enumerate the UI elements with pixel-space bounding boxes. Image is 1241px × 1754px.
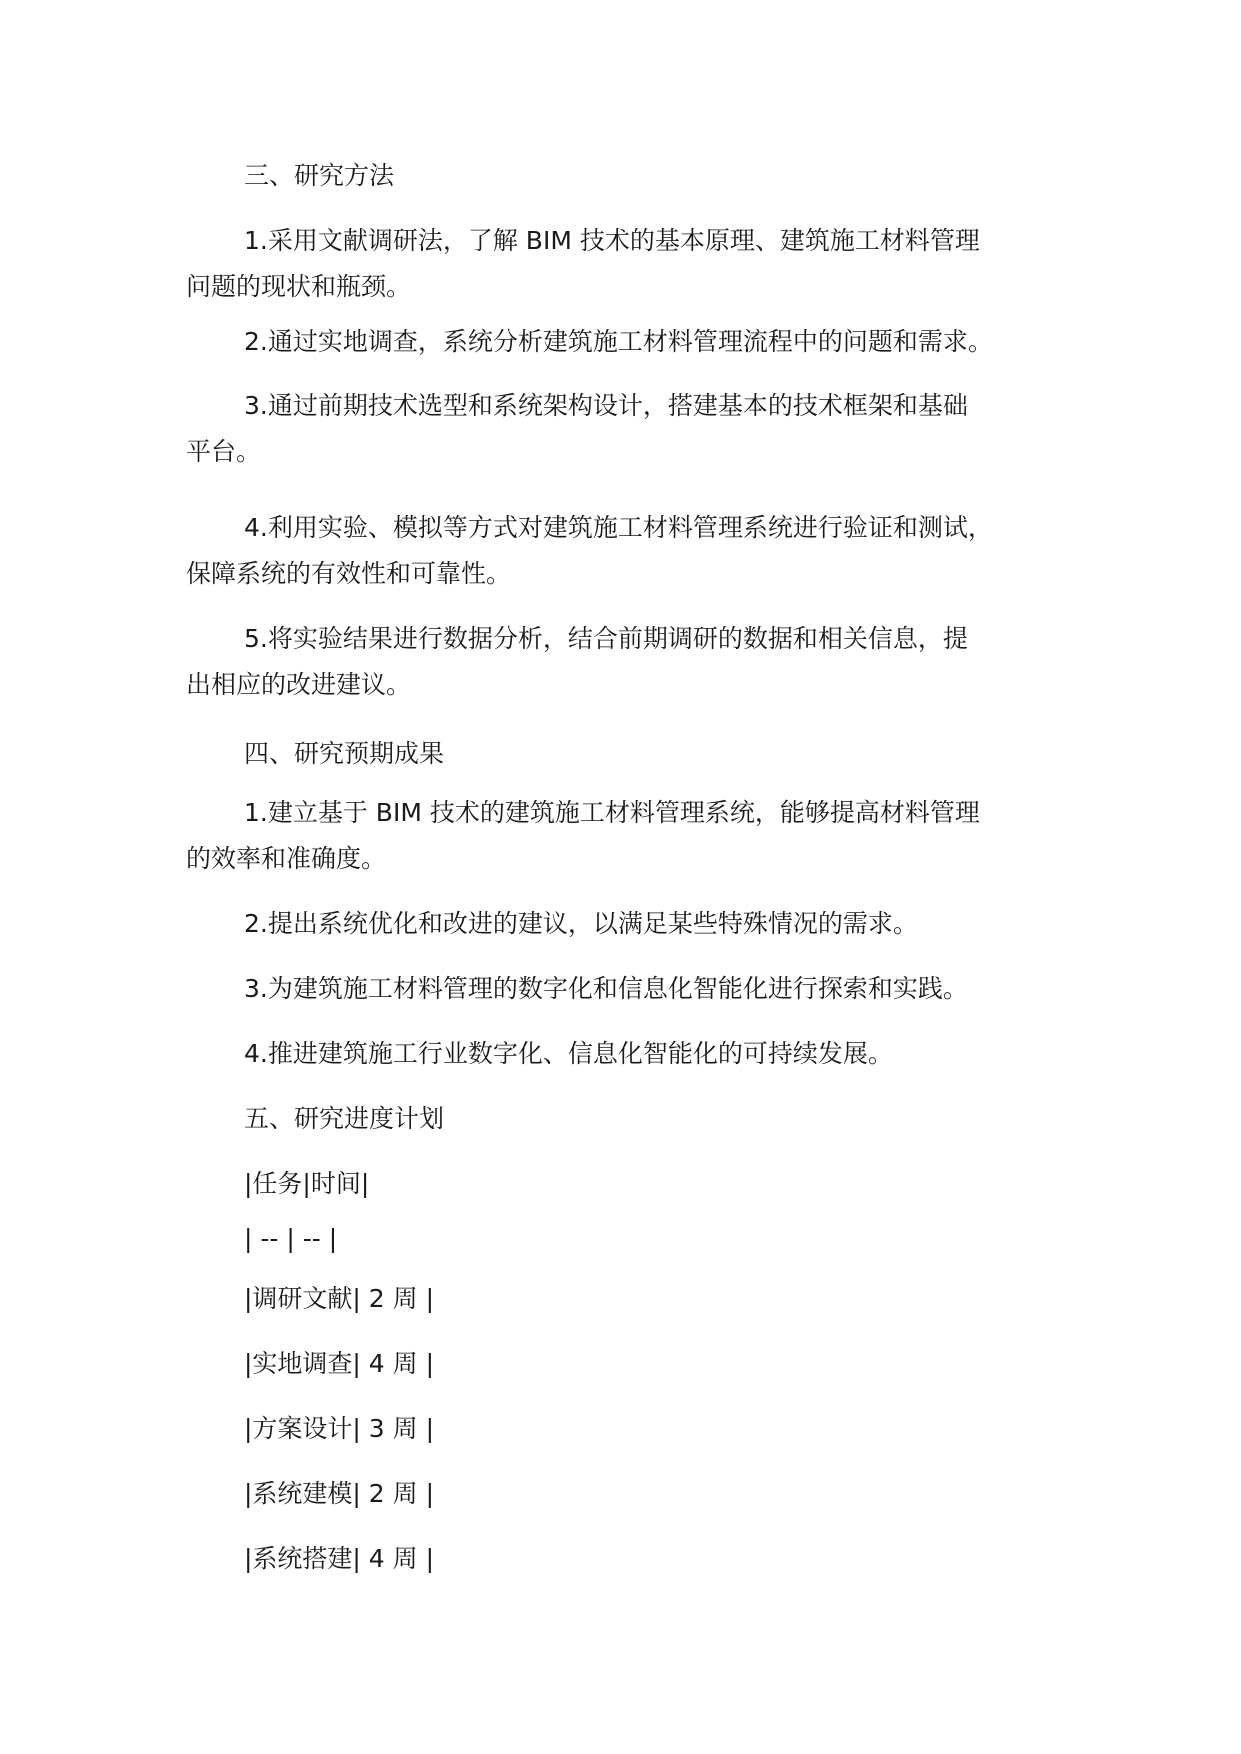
table-row: |系统建模| 2 周 | — [244, 1479, 435, 1508]
paragraph-result-3: 3.为建筑施工材料管理的数字化和信息化智能化进行探索和实践。 — [244, 974, 968, 1003]
table-header-row: |任务|时间| — [244, 1169, 370, 1198]
section-heading-schedule: 五、研究进度计划 — [244, 1104, 445, 1133]
paragraph-result-2: 2.提出系统优化和改进的建议，以满足某些特殊情况的需求。 — [244, 909, 918, 938]
paragraph-line: 4.利用实验、模拟等方式对建筑施工材料管理系统进行验证和测试， — [244, 513, 993, 542]
paragraph-line: 1.建立基于 BIM 技术的建筑施工材料管理系统，能够提高材料管理 — [244, 798, 980, 827]
paragraph-line: 问题的现状和瓶颈。 — [186, 272, 412, 301]
paragraph-line: 平台。 — [186, 437, 262, 466]
paragraph-result-1 — [186, 790, 1086, 882]
paragraph-method-2: 2.通过实地调查，系统分析建筑施工材料管理流程中的问题和需求。 — [244, 327, 993, 356]
section-heading-expected-results: 四、研究预期成果 — [244, 739, 445, 768]
paragraph-line: 1.采用文献调研法，了解 BIM 技术的基本原理、建筑施工材料管理 — [244, 226, 980, 255]
paragraph-method-4 — [186, 505, 1086, 597]
table-separator-row: | -- | -- | — [244, 1224, 338, 1253]
table-row: |方案设计| 3 周 | — [244, 1414, 435, 1443]
table-row: |实地调查| 4 周 | — [244, 1349, 435, 1378]
section-heading-methods: 三、研究方法 — [244, 161, 395, 190]
paragraph-line: 5.将实验结果进行数据分析，结合前期调研的数据和相关信息，提 — [244, 624, 968, 653]
paragraph-method-1 — [186, 218, 1086, 310]
paragraph-method-5 — [186, 616, 1086, 708]
paragraph-line: 保障系统的有效性和可靠性。 — [186, 559, 512, 588]
paragraph-method-3 — [186, 383, 1086, 475]
paragraph-result-4: 4.推进建筑施工行业数字化、信息化智能化的可持续发展。 — [244, 1039, 893, 1068]
table-row: |调研文献| 2 周 | — [244, 1284, 435, 1313]
paragraph-line: 3.通过前期技术选型和系统架构设计，搭建基本的技术框架和基础 — [244, 391, 968, 420]
paragraph-line: 出相应的改进建议。 — [186, 670, 412, 699]
paragraph-line: 的效率和准确度。 — [186, 844, 387, 873]
table-row: |系统搭建| 4 周 | — [244, 1544, 435, 1573]
